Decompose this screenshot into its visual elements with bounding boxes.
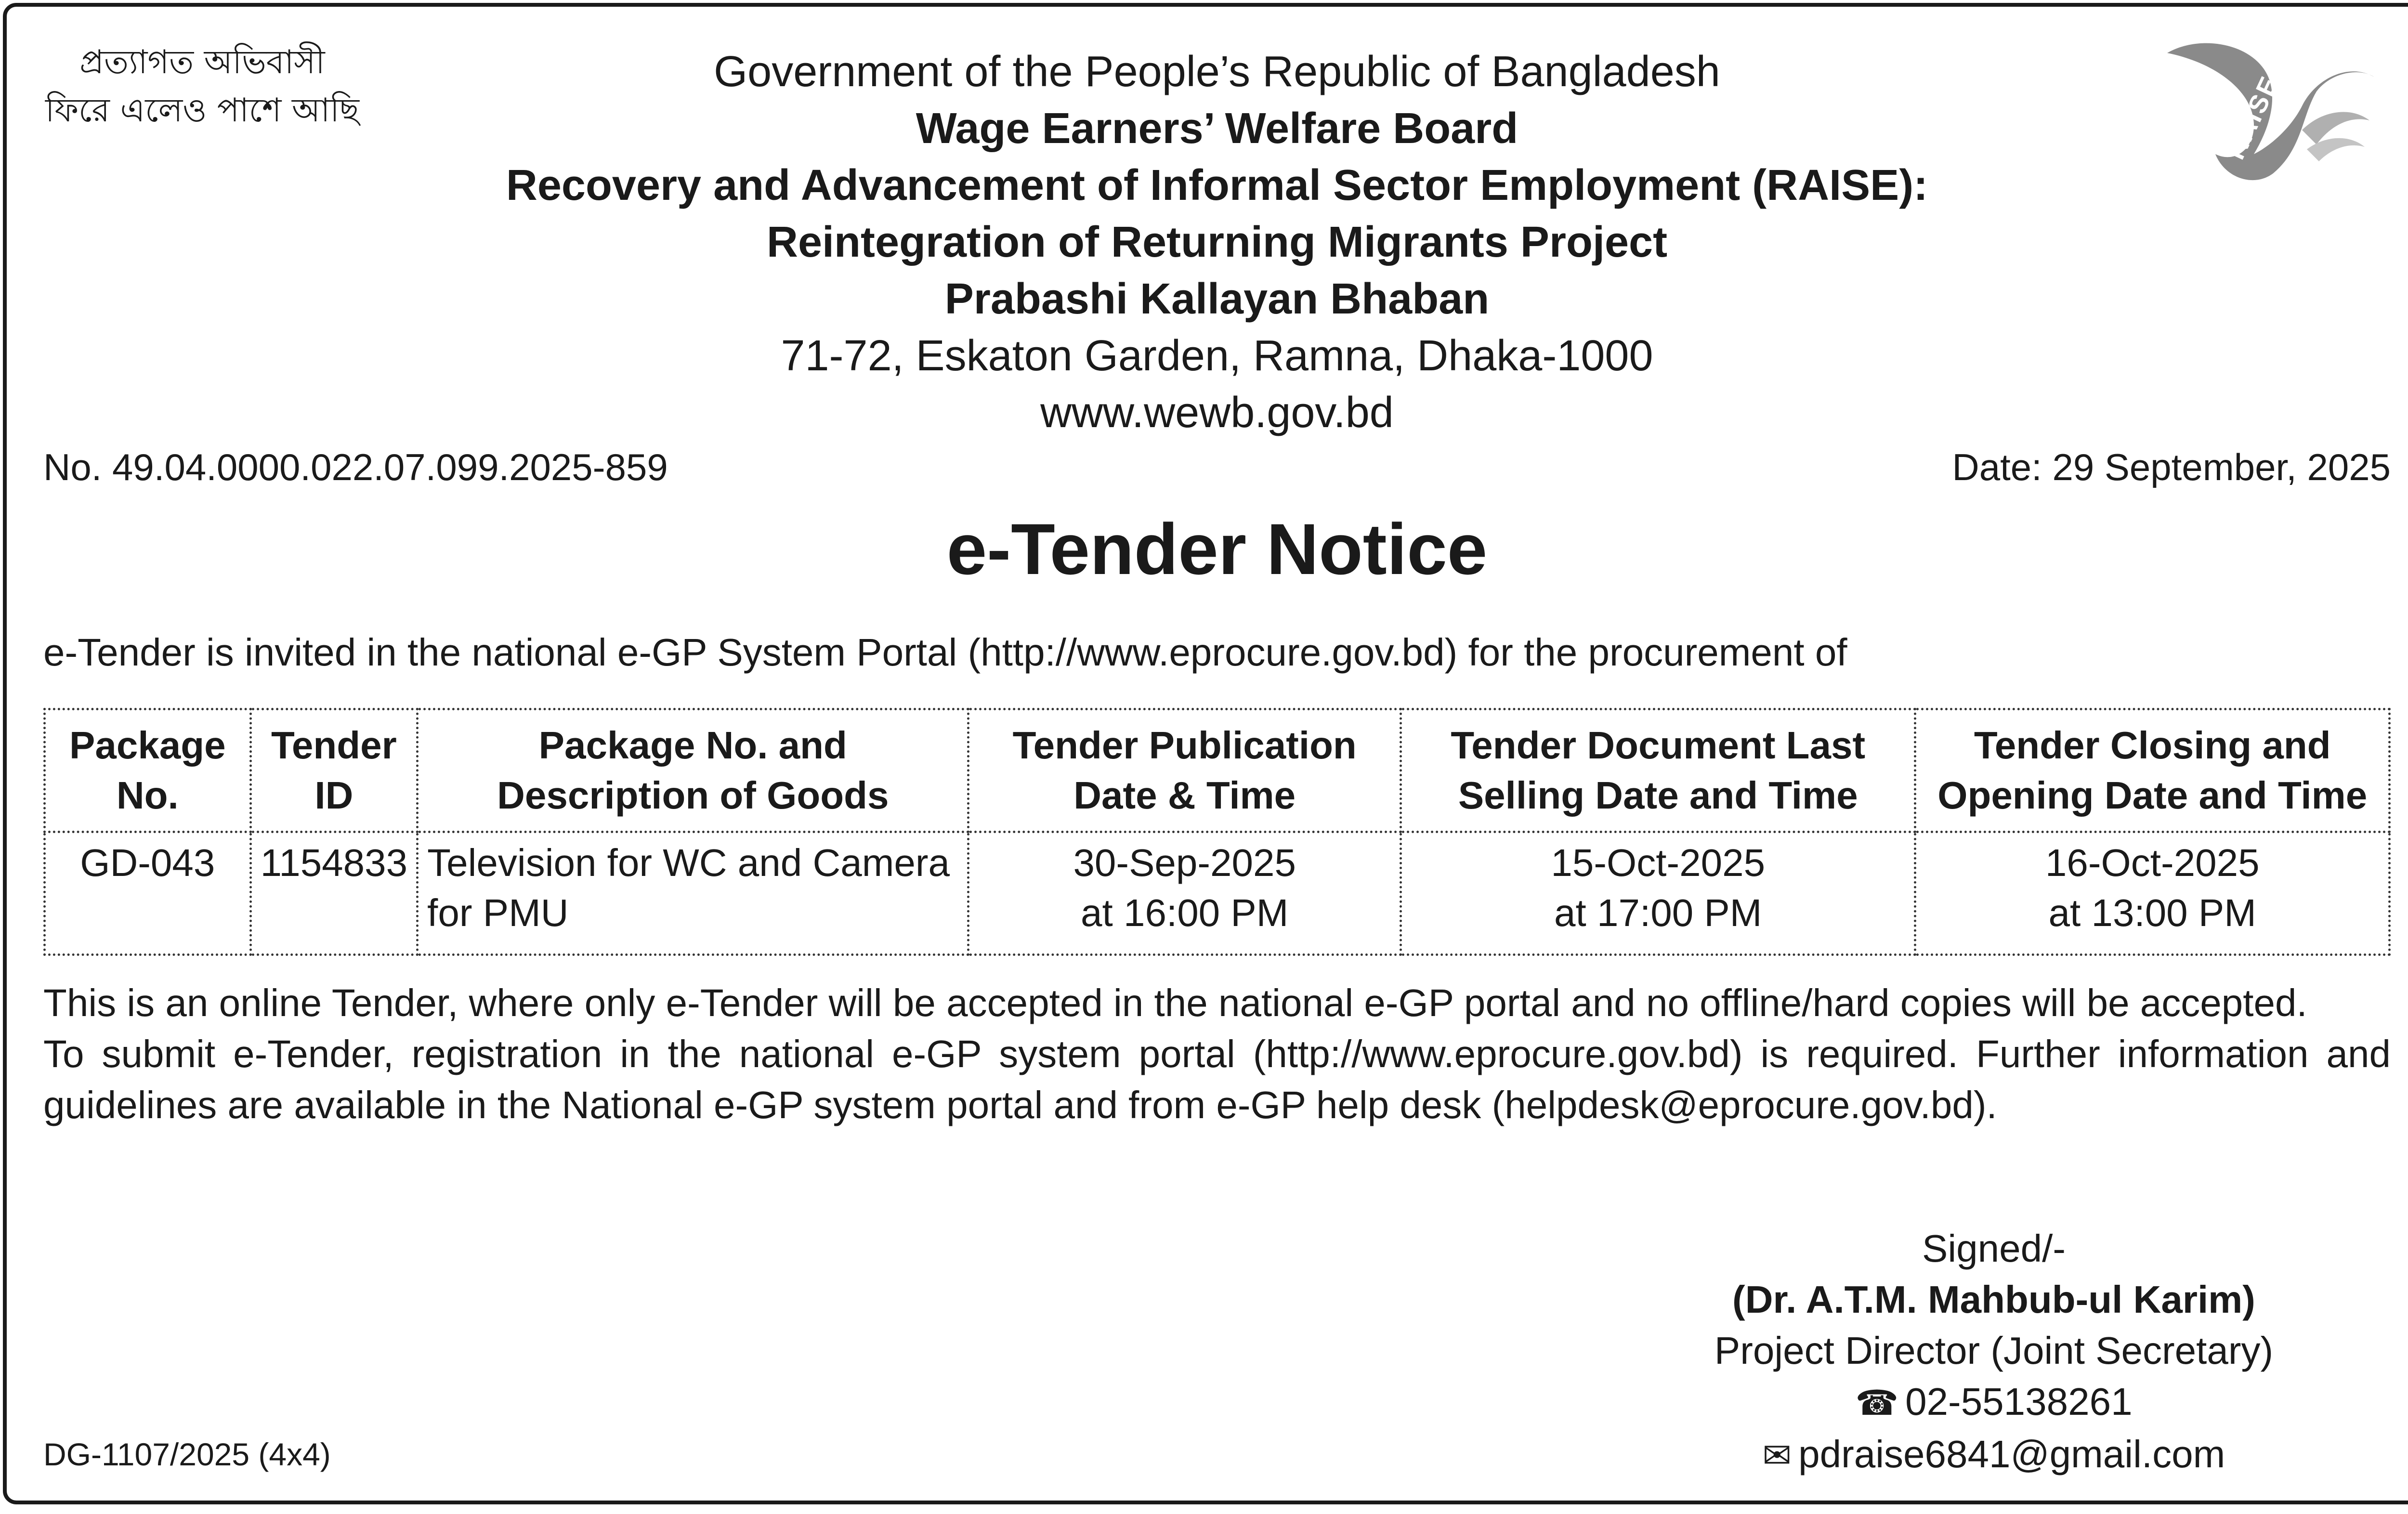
raise-logo — [2158, 34, 2379, 188]
intro-text: e-Tender is invited in the national e-GP System Portal (http://www.eprocure.gov.bd) for the procurement of — [43, 631, 1847, 674]
signatory-name: (Dr. A.T.M. Mahbub-ul Karim) — [1732, 1278, 2255, 1321]
bangla-slogan — [29, 39, 376, 135]
email-address: pdraise6841@gmail.com — [1798, 1433, 2225, 1475]
table-row — [45, 832, 2390, 955]
body-paragraph-2: To submit e-Tender, registration in the national e-GP system portal (http://www.eprocure.gov.bd) is required. Further information and guidelines are available in the National e-GP system portal and from e-GP help desk (helpdesk@eprocure.gov.bd). — [43, 1032, 2391, 1126]
slogan-line-2: ফিরে এলেও পাশে আছি — [45, 91, 359, 130]
cell-package-no: GD-043 — [45, 832, 251, 955]
cell-publication: 30-Sep-2025 at 16:00 PM — [968, 832, 1401, 955]
cell-tender-id: 1154833 — [250, 832, 418, 955]
memo-date: Date: 29 September, 2025 — [1952, 446, 2391, 488]
project-name-line-1: Recovery and Advancement of Informal Sector Employment (RAISE): — [506, 161, 1928, 209]
envelope-icon: ✉ — [1762, 1436, 1792, 1475]
notice-title: e-Tender Notice — [946, 509, 1488, 589]
building-name: Prabashi Kallayan Bhaban — [944, 275, 1490, 323]
header-publication: Tender Publication Date & Time — [968, 709, 1401, 832]
email-line — [1609, 1429, 2379, 1481]
header-tender-id: Tender ID — [250, 709, 418, 832]
signature-block — [1609, 1223, 2379, 1481]
project-name-line-2: Reintegration of Returning Migrants Project — [766, 218, 1668, 266]
signed-text: Signed/- — [1922, 1227, 2066, 1270]
board-name: Wage Earners’ Welfare Board — [916, 104, 1518, 153]
cell-last-selling: 15-Oct-2025 at 17:00 PM — [1401, 832, 1915, 955]
notice-body — [43, 978, 2391, 1131]
raise-logo-text: RAISE — [2221, 71, 2285, 164]
phone-icon: ☎ — [1855, 1384, 1899, 1423]
header-closing-opening: Tender Closing and Opening Date and Time — [1915, 709, 2390, 832]
slogan-line-1: প্রত্যাগত অভিবাসী — [79, 43, 325, 81]
tender-table — [43, 708, 2391, 956]
phone-number: 02-55138261 — [1905, 1380, 2133, 1423]
reference-code: DG-1107/2025 (4x4) — [43, 1436, 331, 1472]
signatory-designation: Project Director (Joint Secretary) — [1714, 1329, 2274, 1372]
cell-closing-opening: 16-Oct-2025 at 13:00 PM — [1915, 832, 2390, 955]
memo-number: No. 49.04.0000.022.07.099.2025-859 — [43, 446, 668, 488]
header-package-no: Package No. — [45, 709, 251, 832]
table-header-row — [45, 709, 2390, 832]
letterhead — [433, 43, 2001, 441]
header-description: Package No. and Description of Goods — [418, 709, 968, 832]
address: 71-72, Eskaton Garden, Ramna, Dhaka-1000 — [781, 332, 1653, 380]
government-line: Government of the People’s Republic of Bangladesh — [714, 48, 1720, 96]
cell-description: Television for WC and Camera for PMU — [418, 832, 968, 955]
phone-line — [1609, 1376, 2379, 1429]
body-line-1: This is an online Tender, where only e-Tender will be accepted in the national e-GP portal and no offline/hard copies will be accepted. — [43, 981, 2307, 1024]
website: www.wewb.gov.bd — [1040, 389, 1394, 437]
header-last-selling: Tender Document Last Selling Date and Time — [1401, 709, 1915, 832]
